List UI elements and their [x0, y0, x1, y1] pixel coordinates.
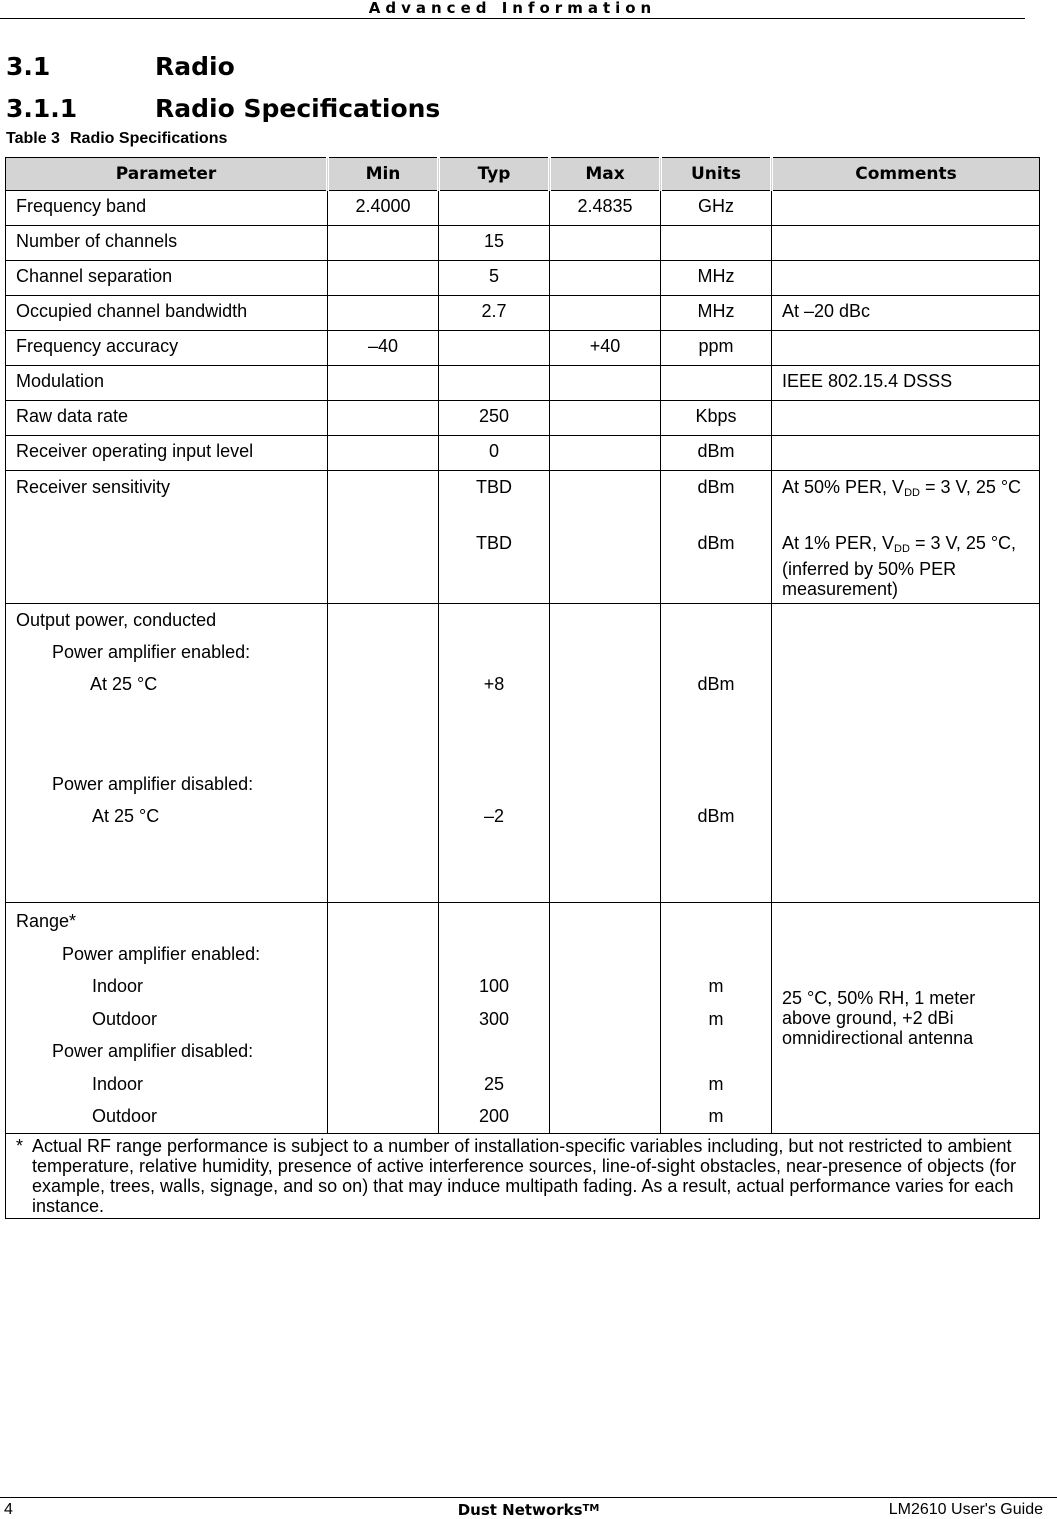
cell-typ	[439, 604, 550, 903]
running-footer	[0, 1497, 1057, 1518]
cell-units	[661, 471, 772, 604]
table-header-row	[6, 158, 1040, 191]
cell-max: 2.4835	[550, 191, 661, 226]
range-title: Range*	[16, 911, 77, 931]
footer-document-title: LM2610 User's Guide	[888, 1501, 1043, 1518]
range-units: m	[708, 1008, 724, 1029]
cell-min	[328, 261, 439, 296]
cell-units	[661, 903, 772, 1134]
range-disabled-outdoor: Outdoor	[92, 1106, 158, 1126]
range-typ-enabled-indoor: 100	[478, 976, 510, 996]
cell-min	[328, 366, 439, 401]
range-disabled-indoor: Indoor	[92, 1073, 144, 1094]
cell-typ	[439, 471, 550, 604]
table-row	[6, 331, 1040, 366]
table-row	[6, 261, 1040, 296]
cell-max	[550, 604, 661, 903]
cell-parameter: Raw data rate	[6, 401, 328, 436]
output-power-enabled-units: dBm	[697, 674, 735, 694]
output-power-disabled-label: Power amplifier disabled:	[52, 774, 254, 794]
comment-text: = 3 V, 25 °C, (inferred by 50% PER measurement)	[782, 533, 1017, 599]
cell-typ	[439, 366, 550, 401]
sensitivity-typ-1: TBD	[476, 477, 512, 497]
cell-parameter: Receiver sensitivity	[6, 471, 328, 604]
cell-max	[550, 436, 661, 471]
cell-max	[550, 401, 661, 436]
cell-units: MHz	[661, 261, 772, 296]
comment-text: At 50% PER, V	[782, 477, 905, 497]
cell-parameter: Channel separation	[6, 261, 328, 296]
cell-comments: At –20 dBc	[772, 296, 1040, 331]
cell-units: ppm	[661, 331, 772, 366]
range-units: m	[708, 1106, 724, 1126]
cell-parameter	[6, 903, 328, 1134]
table-row-output-power	[6, 604, 1040, 903]
output-power-title: Output power, conducted	[16, 610, 217, 630]
range-units: m	[708, 976, 724, 996]
cell-max: +40	[550, 331, 661, 366]
section-title: Radio	[155, 52, 235, 81]
table-row	[6, 366, 1040, 401]
table-caption-title: Radio Specifications	[70, 130, 228, 147]
table-caption-label: Table 3	[6, 130, 60, 147]
cell-comments	[772, 903, 1040, 1134]
running-header-title: Advanced Information	[368, 0, 657, 17]
cell-comments	[772, 604, 1040, 903]
table-row	[6, 191, 1040, 226]
cell-parameter: Number of channels	[6, 226, 328, 261]
col-header-comments: Comments	[772, 158, 1040, 191]
cell-max	[550, 903, 661, 1134]
cell-comments	[772, 261, 1040, 296]
comment-subscript: DD	[904, 487, 920, 499]
cell-comments: IEEE 802.15.4 DSSS	[772, 366, 1040, 401]
output-power-disabled-at: At 25 °C	[92, 806, 160, 826]
cell-units	[661, 226, 772, 261]
cell-parameter	[6, 604, 328, 903]
cell-min	[328, 903, 439, 1134]
col-header-parameter: Parameter	[6, 158, 328, 191]
col-header-units: Units	[661, 158, 772, 191]
range-typ-enabled-outdoor: 300	[478, 1008, 510, 1029]
footnote-mark: *	[16, 1135, 24, 1156]
table-row	[6, 226, 1040, 261]
sensitivity-units-2: dBm	[697, 533, 735, 553]
cell-typ	[439, 191, 550, 226]
footer-brand-name: Dust Networks	[457, 1501, 583, 1519]
section-number: 3.1	[6, 52, 51, 81]
cell-parameter: Frequency accuracy	[6, 331, 328, 366]
cell-min: –40	[328, 331, 439, 366]
cell-units: Kbps	[661, 401, 772, 436]
sensitivity-units-1: dBm	[697, 477, 735, 497]
cell-typ: 2.7	[439, 296, 550, 331]
subsection-title: Radio Specifications	[155, 94, 441, 123]
cell-max	[550, 471, 661, 604]
cell-typ: 0	[439, 436, 550, 471]
cell-comments	[772, 436, 1040, 471]
output-power-disabled-typ: –2	[483, 806, 505, 826]
table-row-range	[6, 903, 1040, 1134]
table-row-receiver-sensitivity	[6, 471, 1040, 604]
cell-min	[328, 436, 439, 471]
comment-text: At 1% PER, V	[782, 533, 895, 553]
running-header	[0, 0, 1025, 19]
sensitivity-typ-2: TBD	[476, 533, 512, 553]
cell-typ	[439, 903, 550, 1134]
range-typ-disabled-outdoor: 200	[478, 1106, 510, 1126]
table-caption	[6, 130, 227, 148]
col-header-max: Max	[550, 158, 661, 191]
cell-comments	[772, 471, 1040, 604]
cell-comments	[772, 226, 1040, 261]
cell-min: 2.4000	[328, 191, 439, 226]
subsection-heading	[6, 94, 440, 123]
section-heading	[6, 52, 235, 81]
cell-comments	[772, 191, 1040, 226]
radio-spec-table	[5, 157, 1040, 1219]
output-power-enabled-typ: +8	[483, 674, 505, 694]
cell-comments	[772, 401, 1040, 436]
cell-max	[550, 261, 661, 296]
comment-text: = 3 V, 25 °C	[919, 477, 1022, 497]
footnote-cell	[6, 1133, 1040, 1218]
table-footnote-row	[6, 1133, 1040, 1218]
cell-max	[550, 296, 661, 331]
sensitivity-comment-1	[782, 477, 1029, 517]
cell-min	[328, 604, 439, 903]
output-power-disabled-units: dBm	[697, 806, 735, 826]
footnote	[16, 1136, 1029, 1216]
output-power-enabled-label: Power amplifier enabled:	[52, 642, 251, 662]
cell-max	[550, 366, 661, 401]
comment-subscript: DD	[894, 543, 910, 555]
cell-typ	[439, 331, 550, 366]
range-units: m	[708, 1073, 724, 1094]
cell-typ: 250	[439, 401, 550, 436]
cell-parameter: Receiver operating input level	[6, 436, 328, 471]
cell-typ: 5	[439, 261, 550, 296]
cell-parameter: Modulation	[6, 366, 328, 401]
table-row	[6, 436, 1040, 471]
range-disabled-label: Power amplifier disabled:	[52, 1041, 254, 1061]
subsection-number: 3.1.1	[6, 94, 78, 123]
range-enabled-indoor: Indoor	[92, 976, 144, 996]
output-power-enabled-at: At 25 °C	[90, 674, 158, 694]
range-typ-disabled-indoor: 25	[483, 1073, 505, 1094]
cell-max	[550, 226, 661, 261]
cell-comments	[772, 331, 1040, 366]
cell-units: GHz	[661, 191, 772, 226]
table-row	[6, 296, 1040, 331]
col-header-min: Min	[328, 158, 439, 191]
cell-parameter: Frequency band	[6, 191, 328, 226]
cell-units	[661, 366, 772, 401]
cell-parameter: Occupied channel bandwidth	[6, 296, 328, 331]
cell-min	[328, 471, 439, 604]
col-header-typ: Typ	[439, 158, 550, 191]
cell-units: MHz	[661, 296, 772, 331]
cell-typ: 15	[439, 226, 550, 261]
range-enabled-outdoor: Outdoor	[92, 1008, 158, 1029]
range-comment: 25 °C, 50% RH, 1 meter above ground, +2 dBi omnidirectional antenna	[782, 987, 976, 1048]
footer-trademark: TM	[582, 1503, 600, 1514]
cell-units	[661, 604, 772, 903]
footer-page-number: 4	[4, 1501, 13, 1518]
sensitivity-comment-2	[782, 533, 1029, 599]
cell-min	[328, 296, 439, 331]
cell-units: dBm	[661, 436, 772, 471]
cell-min	[328, 226, 439, 261]
cell-min	[328, 401, 439, 436]
footnote-text: Actual RF range performance is subject to a number of installation-specific variables including, but not restricted to ambient temperature, relative humidity, presence of active interference sources, line-of-sight obstacles, near-presence of objects (for example, trees, walls, signage, and so on) that may induce multipath fading. As a result, actual performance varies for each instance.	[32, 1135, 1017, 1216]
range-enabled-label: Power amplifier enabled:	[62, 943, 261, 964]
table-row	[6, 401, 1040, 436]
